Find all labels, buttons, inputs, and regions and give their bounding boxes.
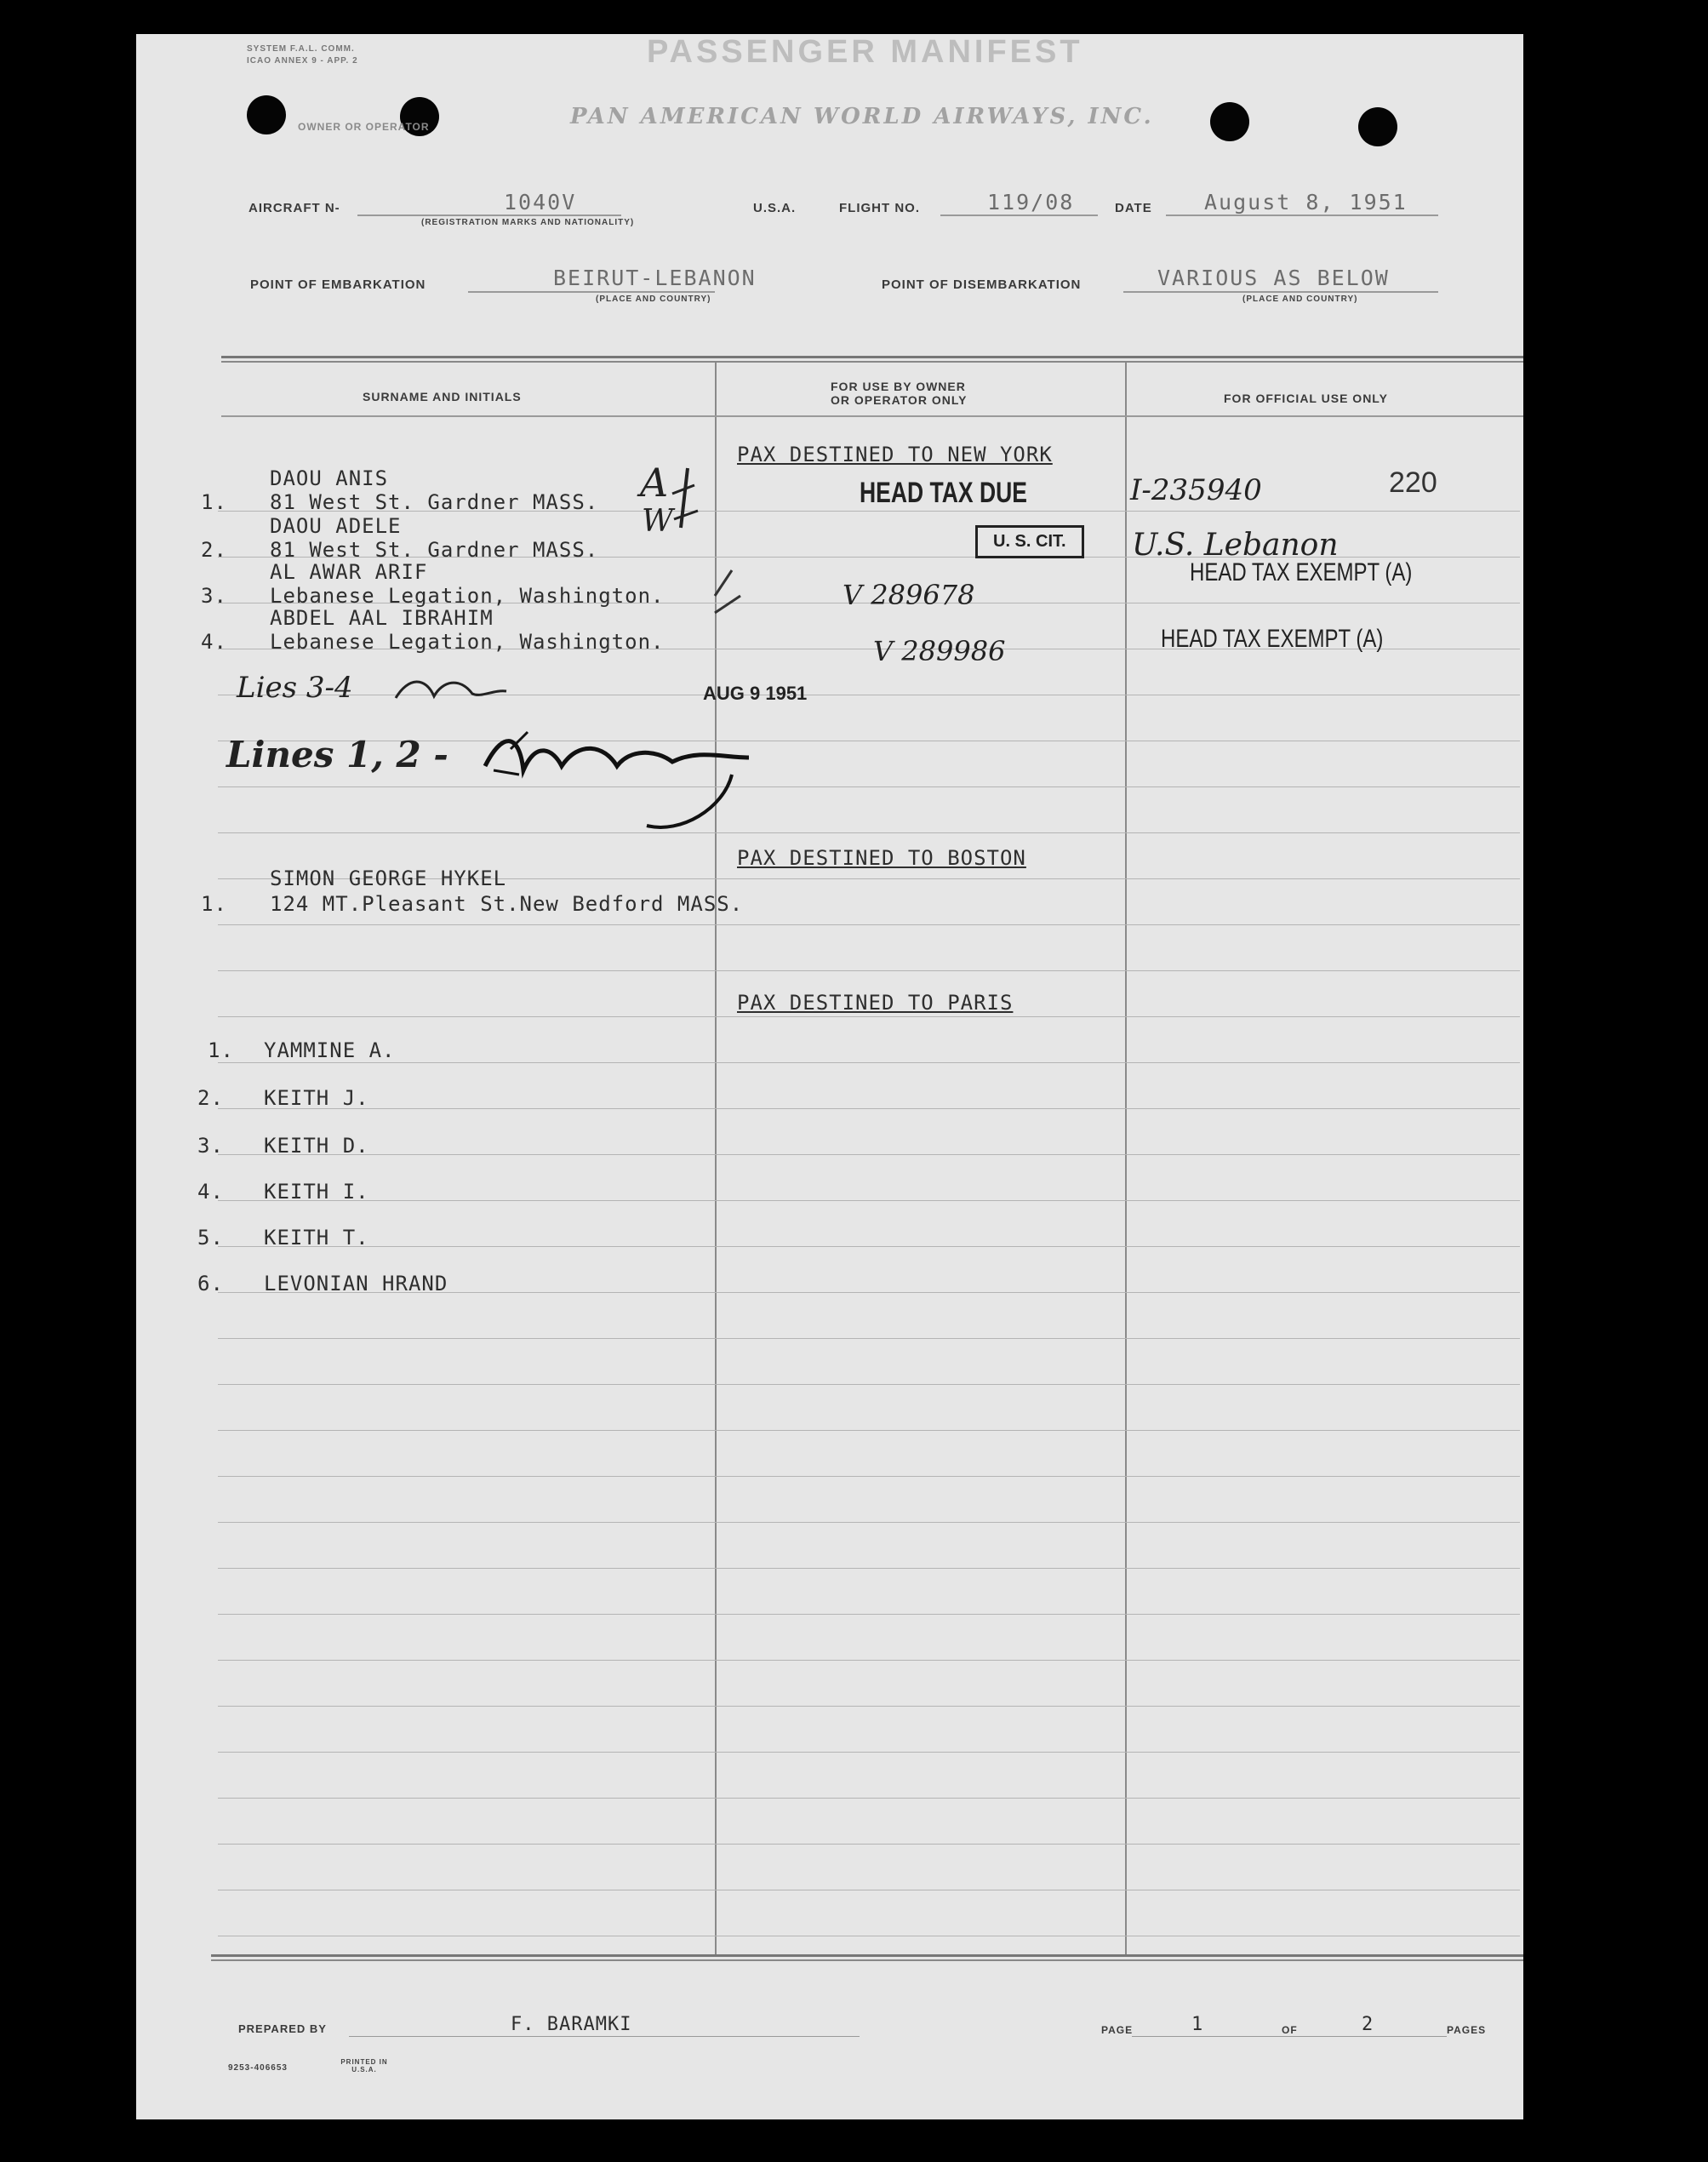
aircraft-value: 1040V bbox=[504, 190, 577, 214]
ny-passenger-2-name: DAOU ADELE bbox=[270, 514, 402, 538]
page-value: 1 bbox=[1191, 2014, 1204, 2035]
boston-passenger-1-address: 124 MT.Pleasant St.New Bedford MASS. bbox=[270, 892, 744, 916]
prepared-by-label: PREPARED BY bbox=[238, 2022, 327, 2035]
paris-passenger-6-name: LEVONIAN HRAND bbox=[264, 1272, 448, 1295]
column-divider-2 bbox=[1125, 363, 1127, 1954]
ruled-line bbox=[218, 1798, 1520, 1799]
ruled-line bbox=[218, 1016, 1520, 1017]
ruled-line bbox=[218, 1246, 1520, 1247]
check-marks bbox=[613, 460, 783, 630]
ny-passenger-2-num: 2. bbox=[201, 538, 227, 562]
ruled-line bbox=[218, 1108, 1520, 1109]
col-header-owner-1: FOR USE BY OWNER bbox=[831, 380, 966, 393]
visa-number-4: V 289986 bbox=[873, 635, 1006, 667]
group-paris: PAX DESTINED TO PARIS bbox=[737, 991, 1014, 1015]
ruled-line bbox=[218, 1568, 1520, 1569]
flight-no-label: FLIGHT NO. bbox=[839, 201, 920, 215]
pages-label: PAGES bbox=[1447, 2024, 1487, 2036]
embark-value: BEIRUT-LEBANON bbox=[553, 266, 757, 290]
ny-passenger-4-address: Lebanese Legation, Washington. bbox=[270, 630, 665, 654]
ruled-line bbox=[218, 1384, 1520, 1385]
ruled-line bbox=[218, 1062, 1520, 1063]
handwritten-mark-w: W bbox=[642, 504, 674, 539]
handwritten-note-1-2: Lines 1, 2 - bbox=[226, 734, 448, 775]
head-tax-exempt-2: HEAD TAX EXEMPT (A) bbox=[1161, 625, 1384, 653]
col-header-surname: SURNAME AND INITIALS bbox=[363, 390, 522, 403]
paris-passenger-3-num: 3. bbox=[197, 1134, 224, 1158]
pages-value: 2 bbox=[1362, 2014, 1374, 2035]
disembark-label: POINT OF DISEMBARKATION bbox=[882, 277, 1082, 292]
group-boston: PAX DESTINED TO BOSTON bbox=[737, 846, 1026, 870]
aircraft-label: AIRCRAFT N- bbox=[248, 201, 340, 215]
ny-passenger-4-num: 4. bbox=[201, 630, 227, 654]
paris-passenger-2-num: 2. bbox=[197, 1086, 224, 1110]
ny-passenger-3-num: 3. bbox=[201, 584, 227, 608]
us-cit-stamp: U. S. CIT. bbox=[975, 525, 1084, 558]
form-title: PASSENGER MANIFEST bbox=[647, 34, 1083, 70]
embark-label: POINT OF EMBARKATION bbox=[250, 277, 426, 292]
ruled-line bbox=[218, 1844, 1520, 1845]
form-number: 9253-406653 bbox=[228, 2063, 288, 2073]
handwritten-mark-a: A bbox=[640, 460, 669, 506]
ruled-line bbox=[218, 924, 1520, 925]
head-tax-exempt-1: HEAD TAX EXEMPT (A) bbox=[1190, 558, 1413, 586]
ny-passenger-4-name: ABDEL AAL IBRAHIM bbox=[270, 606, 494, 630]
ny-passenger-3-name: AL AWAR ARIF bbox=[270, 560, 428, 584]
ruled-line bbox=[218, 1522, 1520, 1523]
col-header-official: FOR OFFICIAL USE ONLY bbox=[1224, 392, 1388, 405]
paris-passenger-5-name: KEITH T. bbox=[264, 1226, 369, 1250]
paris-passenger-6-num: 6. bbox=[197, 1272, 224, 1295]
paris-passenger-1-num: 1. bbox=[208, 1038, 234, 1062]
boston-passenger-1-name: SIMON GEORGE HYKEL bbox=[270, 867, 507, 890]
punch-hole bbox=[247, 95, 286, 134]
paris-passenger-2-name: KEITH J. bbox=[264, 1086, 369, 1110]
punch-hole bbox=[1358, 107, 1397, 146]
head-tax-due-stamp: HEAD TAX DUE bbox=[860, 477, 1027, 509]
ruled-line bbox=[218, 1752, 1520, 1753]
handwritten-note-3-4: Lies 3-4 bbox=[237, 671, 353, 705]
date-value: August 8, 1951 bbox=[1204, 190, 1408, 214]
ruled-line bbox=[218, 1660, 1520, 1661]
date-stamp: AUG 9 1951 bbox=[703, 683, 808, 704]
signature-1 bbox=[391, 672, 511, 706]
disembark-note: (PLACE AND COUNTRY) bbox=[1242, 295, 1358, 304]
paris-passenger-3-name: KEITH D. bbox=[264, 1134, 369, 1158]
handwritten-id: I-235940 bbox=[1130, 473, 1262, 507]
ny-passenger-2-address: 81 West St. Gardner MASS. bbox=[270, 538, 599, 562]
punch-hole bbox=[1210, 102, 1249, 141]
boston-passenger-1-num: 1. bbox=[201, 892, 227, 916]
ny-passenger-3-address: Lebanese Legation, Washington. bbox=[270, 584, 665, 608]
ruled-line bbox=[218, 1706, 1520, 1707]
ruled-line bbox=[218, 1338, 1520, 1339]
col-header-owner-2: OR OPERATOR ONLY bbox=[831, 393, 968, 407]
visa-number-3: V 289678 bbox=[843, 579, 975, 611]
owner-label: OWNER OR OPERATOR bbox=[298, 121, 430, 133]
signature-2 bbox=[477, 724, 885, 843]
handwritten-220: 220 bbox=[1389, 466, 1437, 499]
paris-passenger-4-num: 4. bbox=[197, 1180, 224, 1204]
printed-note: PRINTED IN U.S.A. bbox=[340, 2058, 388, 2073]
ruled-line bbox=[218, 1614, 1520, 1615]
ny-passenger-1-address: 81 West St. Gardner MASS. bbox=[270, 490, 599, 514]
ruled-line bbox=[218, 1154, 1520, 1155]
ruled-line bbox=[218, 970, 1520, 971]
manifest-page bbox=[136, 34, 1523, 2119]
disembark-value: VARIOUS AS BELOW bbox=[1157, 266, 1390, 290]
registration-note: (REGISTRATION MARKS AND NATIONALITY) bbox=[421, 218, 635, 227]
ny-passenger-1-name: DAOU ANIS bbox=[270, 466, 389, 490]
ruled-line bbox=[218, 1430, 1520, 1431]
embark-note: (PLACE AND COUNTRY) bbox=[596, 295, 711, 304]
page-label: PAGE bbox=[1101, 2024, 1134, 2036]
group-new-york: PAX DESTINED TO NEW YORK bbox=[737, 443, 1053, 466]
country-label: U.S.A. bbox=[753, 201, 797, 215]
prepared-by-value: F. BARAMKI bbox=[511, 2014, 632, 2035]
flight-no-value: 119/08 bbox=[987, 190, 1075, 214]
form-ref-line-1: SYSTEM F.A.L. COMM. bbox=[247, 44, 355, 54]
ny-passenger-1-num: 1. bbox=[201, 490, 227, 514]
ruled-line bbox=[218, 1476, 1520, 1477]
operator-name: PAN AMERICAN WORLD AIRWAYS, INC. bbox=[570, 104, 1154, 129]
paris-passenger-1-name: YAMMINE A. bbox=[264, 1038, 396, 1062]
of-label: OF bbox=[1282, 2024, 1298, 2036]
ruled-line bbox=[218, 1200, 1520, 1201]
form-ref-line-2: ICAO ANNEX 9 - APP. 2 bbox=[247, 56, 358, 66]
date-label: DATE bbox=[1115, 201, 1152, 215]
handwritten-us-lebanon: U.S. Lebanon bbox=[1132, 528, 1339, 563]
paris-passenger-5-num: 5. bbox=[197, 1226, 224, 1250]
paris-passenger-4-name: KEITH I. bbox=[264, 1180, 369, 1204]
